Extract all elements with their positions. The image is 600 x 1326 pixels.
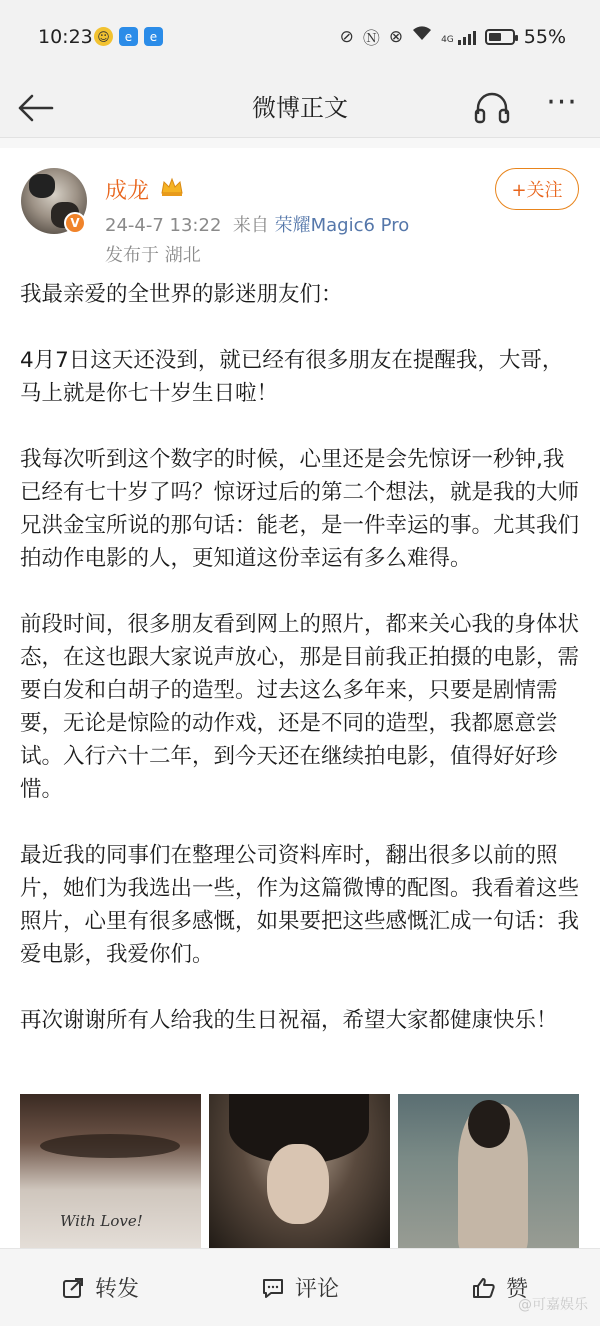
post-text	[20, 278, 582, 1070]
listen-button[interactable]	[470, 88, 514, 128]
photo-signature: With Love!	[60, 1212, 143, 1230]
repost-button[interactable]	[0, 1249, 200, 1326]
thumbs-up-icon	[472, 1276, 496, 1300]
watermark: @可嘉娱乐	[518, 1297, 588, 1313]
post-card	[0, 148, 600, 1248]
battery-icon	[485, 29, 515, 45]
action-bar	[0, 1248, 600, 1326]
source-device[interactable]: 荣耀Magic6 Pro	[274, 215, 410, 236]
post-paragraph: 我每次听到这个数字的时候，心里还是会先惊讶一秒钟,我已经有七十岁了吗？惊讶过后的第二个想法，就是我的大师兄洪金宝所说的那句话：能老，是一件幸运的事。尤其我们拍动作电影的人，更知道这份幸运有多么难得。	[20, 447, 580, 571]
photo-face	[267, 1144, 329, 1224]
comment-icon	[261, 1276, 285, 1300]
face-app-icon: ☺	[94, 27, 113, 46]
alarm-off-icon: ⊘	[339, 26, 354, 47]
more-button[interactable]	[540, 85, 584, 128]
author-name[interactable]: 成龙	[105, 179, 150, 204]
post-photo-2[interactable]	[209, 1094, 390, 1248]
post-meta	[105, 211, 409, 237]
post-paragraph: 前段时间，很多朋友看到网上的照片，都来关心我的身体状态，在这也跟大家说声放心，那是目前我正拍摄的电影，需要白发和白胡子的造型。过去这么多年来，只要是剧情需要，无论是惊险的动作戏，还是不同的造型，我都愿意尝试。入行六十二年，到今天还在继续拍电影，值得好好珍惜。	[20, 612, 580, 802]
repost-icon	[61, 1276, 85, 1300]
wifi-icon	[412, 26, 432, 47]
browser-icon: e	[144, 27, 163, 46]
post-photo-1[interactable]	[20, 1094, 201, 1248]
repost-label: 转发	[94, 1277, 139, 1302]
comment-button[interactable]	[200, 1249, 400, 1326]
post-location: 发布于 湖北	[105, 245, 201, 266]
battery-fill	[489, 33, 501, 41]
comment-label: 评论	[294, 1277, 339, 1302]
silent-icon: ⊗	[388, 26, 404, 47]
photo-eyes	[40, 1134, 180, 1158]
verified-badge-icon: V	[64, 212, 86, 234]
source-prefix: 来自	[232, 215, 269, 236]
follow-button[interactable]: +关注	[495, 168, 579, 210]
browser-icon: e	[119, 27, 138, 46]
status-right	[340, 24, 566, 49]
photo-grid	[20, 1094, 580, 1248]
post-paragraph: 4月7日这天还没到，就已经有很多朋友在提醒我，大哥，马上就是你七十岁生日啦！	[20, 348, 564, 406]
network-type: 4G	[441, 34, 454, 45]
like-label: 赞	[505, 1277, 528, 1302]
post-time: 24-4-7 13:22	[105, 215, 222, 236]
post-paragraph: 最近我的同事们在整理公司资料库时，翻出很多以前的照片，她们为我选出一些，作为这篇微博的配图。我看着这些照片，心里有很多感慨，如果要把这些感慨汇成一句话：我爱电影，我爱你们。	[20, 843, 580, 967]
status-app-icons	[94, 27, 163, 46]
post-paragraph: 我最亲爱的全世界的影迷朋友们：	[20, 282, 343, 307]
battery-percent: 55%	[523, 25, 566, 48]
post-paragraph: 再次谢谢所有人给我的生日祝福，希望大家都健康快乐！	[20, 1008, 558, 1033]
nav-bar	[0, 76, 600, 138]
signal-icon	[441, 29, 476, 45]
like-button[interactable]	[400, 1249, 600, 1326]
crown-icon	[160, 176, 184, 198]
nfc-icon: Ⓝ	[362, 29, 380, 49]
avatar-photo	[29, 174, 55, 198]
headphone-icon	[470, 88, 514, 128]
photo-head	[468, 1100, 510, 1148]
status-time: 10:23	[38, 26, 93, 48]
post-photo-3[interactable]	[398, 1094, 579, 1248]
page-title: 微博正文	[252, 94, 348, 122]
status-bar	[0, 0, 600, 76]
more-dots-icon: ···	[546, 85, 578, 120]
